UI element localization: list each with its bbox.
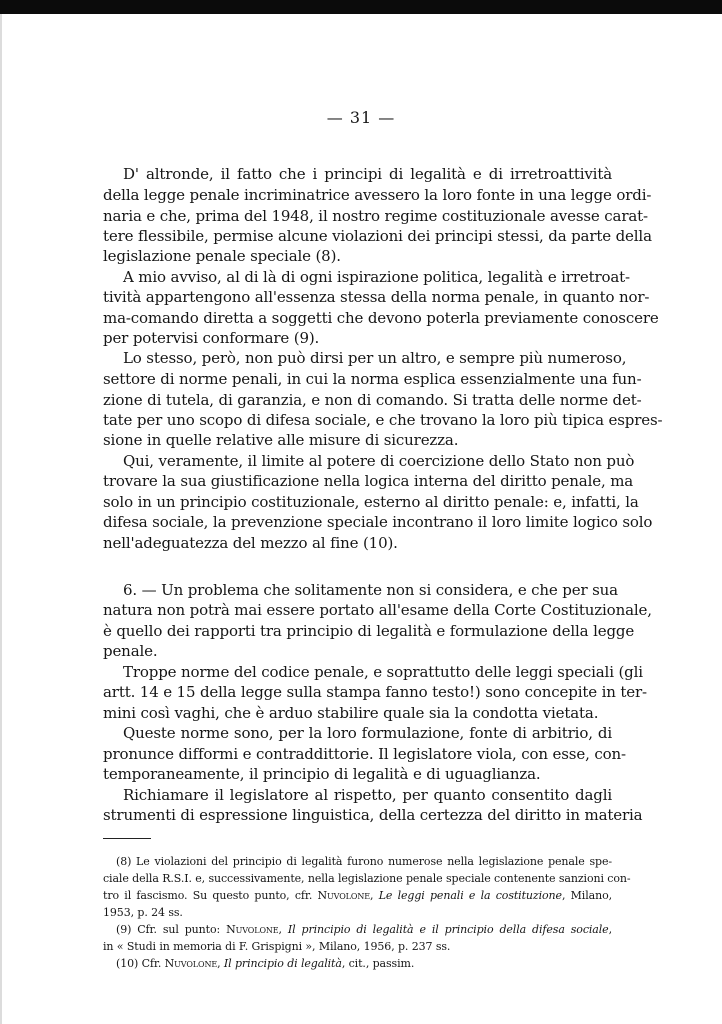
body-line: artt. 14 e 15 della legge sulla stampa fanno testo!) sono concepite in ter-	[103, 683, 647, 701]
body-line: mini così vaghi, che è arduo stabilire quale sia la condotta vietata.	[103, 704, 599, 722]
body-line: temporaneamente, il principio di legalità e di uguaglianza.	[103, 765, 541, 783]
body-line: Richiamare il legislatore al rispetto, per quanto consentito dagli	[123, 786, 612, 804]
footnote-8-text: tro il fascismo. Su questo punto, cfr.	[103, 889, 313, 902]
author-name: Nuvolone	[226, 923, 279, 936]
body-line: zione di tutela, di garanzia, e non di comando. Si tratta delle norme det-	[103, 391, 642, 409]
author-name: Nuvolone	[164, 957, 218, 970]
body-line: D' altronde, il fatto che i principi di legalità e di irretroattività	[123, 165, 612, 183]
cited-title: Le leggi penali e la costituzione	[378, 889, 562, 902]
footnote-9-text: (9) Cfr. sul punto:	[116, 923, 221, 936]
body-line: tate per uno scopo di difesa sociale, e che trovano la loro più tipica espres-	[103, 411, 663, 429]
body-line: naria e che, prima del 1948, il nostro regime costituzionale avesse carat-	[103, 207, 648, 225]
footnote-separator	[103, 838, 151, 839]
cited-title: Il principio di legalità	[223, 957, 342, 970]
body-line: della legge penale incriminatrice avessero la loro fonte in una legge ordi-	[103, 186, 652, 204]
cited-title: Il principio di legalità e il principio della difesa sociale	[287, 923, 609, 936]
body-line: pronunce difformi e contraddittorie. Il legislatore viola, con esse, con-	[103, 745, 626, 763]
body-line: strumenti di espressione linguistica, della certezza del diritto in materia	[103, 806, 643, 824]
scan-top-border	[0, 0, 722, 14]
footnote-8-line: (8) Le violazioni del principio di legalità furono numerose nella legislazione penale spe-	[116, 855, 612, 868]
body-line: trovare la sua giustificazione nella logica interna del diritto penale, ma	[103, 472, 634, 490]
footnote-8-text: , Milano,	[561, 889, 612, 902]
body-line: per potervisi conformare (9).	[103, 329, 320, 347]
body-line: Lo stesso, però, non può dirsi per un altro, e sempre più numeroso,	[123, 349, 627, 367]
body-line: A mio avviso, al di là di ogni ispirazione politica, legalità e irretroat-	[123, 268, 630, 286]
footnote-8-line: tro il fascismo. Su questo punto, cfr. Nuvolone, Le leggi penali e la costituzione, Milano,	[103, 889, 612, 902]
author-name: Nuvolone	[317, 889, 370, 902]
body-line: tere flessibile, permise alcune violazioni dei principi stessi, da parte della	[103, 227, 652, 245]
body-line: tività appartengono all'essenza stessa della norma penale, in quanto nor-	[103, 288, 650, 306]
body-line: ma-comando diretta a soggetti che devono poterla previamente conoscere	[103, 309, 659, 327]
body-line: sione in quelle relative alle misure di sicurezza.	[103, 431, 459, 449]
body-line: settore di norme penali, in cui la norma esplica essenzialmente una fun-	[103, 370, 642, 388]
scan-left-edge	[0, 14, 2, 1024]
footnote-9-line: in « Studi in memoria di F. Grispigni », Milano, 1956, p. 237 ss.	[103, 940, 451, 953]
footnote-10-text: , cit., passim.	[341, 957, 415, 970]
body-line: difesa sociale, la prevenzione speciale incontrano il loro limite logico solo	[103, 513, 653, 531]
body-line: penale.	[103, 642, 158, 660]
body-line: Qui, veramente, il limite al potere di coercizione dello Stato non può	[123, 452, 635, 470]
footnote-9-line: (9) Cfr. sul punto: Nuvolone, Il principio di legalità e il principio della difesa sociale,	[116, 923, 612, 936]
body-line: Troppe norme del codice penale, e soprattutto delle leggi speciali (gli	[123, 663, 643, 681]
page-number: — 31 —	[326, 108, 396, 127]
footnote-8-line: 1953, p. 24 ss.	[103, 906, 183, 919]
footnote-10-line: (10) Cfr. Nuvolone, Il principio di legalità, cit., passim.	[116, 957, 415, 970]
section-heading-line: 6. — Un problema che solitamente non si considera, e che per sua	[123, 581, 618, 599]
body-line: natura non potrà mai essere portato all'esame della Corte Costituzionale,	[103, 601, 652, 619]
body-line: legislazione penale speciale (8).	[103, 247, 341, 265]
body-line: solo in un principio costituzionale, esterno al diritto penale: e, infatti, la	[103, 493, 639, 511]
footnote-8-line: ciale della R.S.I. e, successivamente, nella legislazione penale speciale contenente sanzioni con-	[103, 872, 631, 885]
footnote-10-text: (10) Cfr.	[116, 957, 162, 970]
body-line: nell'adeguatezza del mezzo al fine (10).	[103, 534, 398, 552]
body-line: Queste norme sono, per la loro formulazione, fonte di arbitrio, di	[123, 724, 612, 742]
body-line: è quello dei rapporti tra principio di legalità e formulazione della legge	[103, 622, 635, 640]
